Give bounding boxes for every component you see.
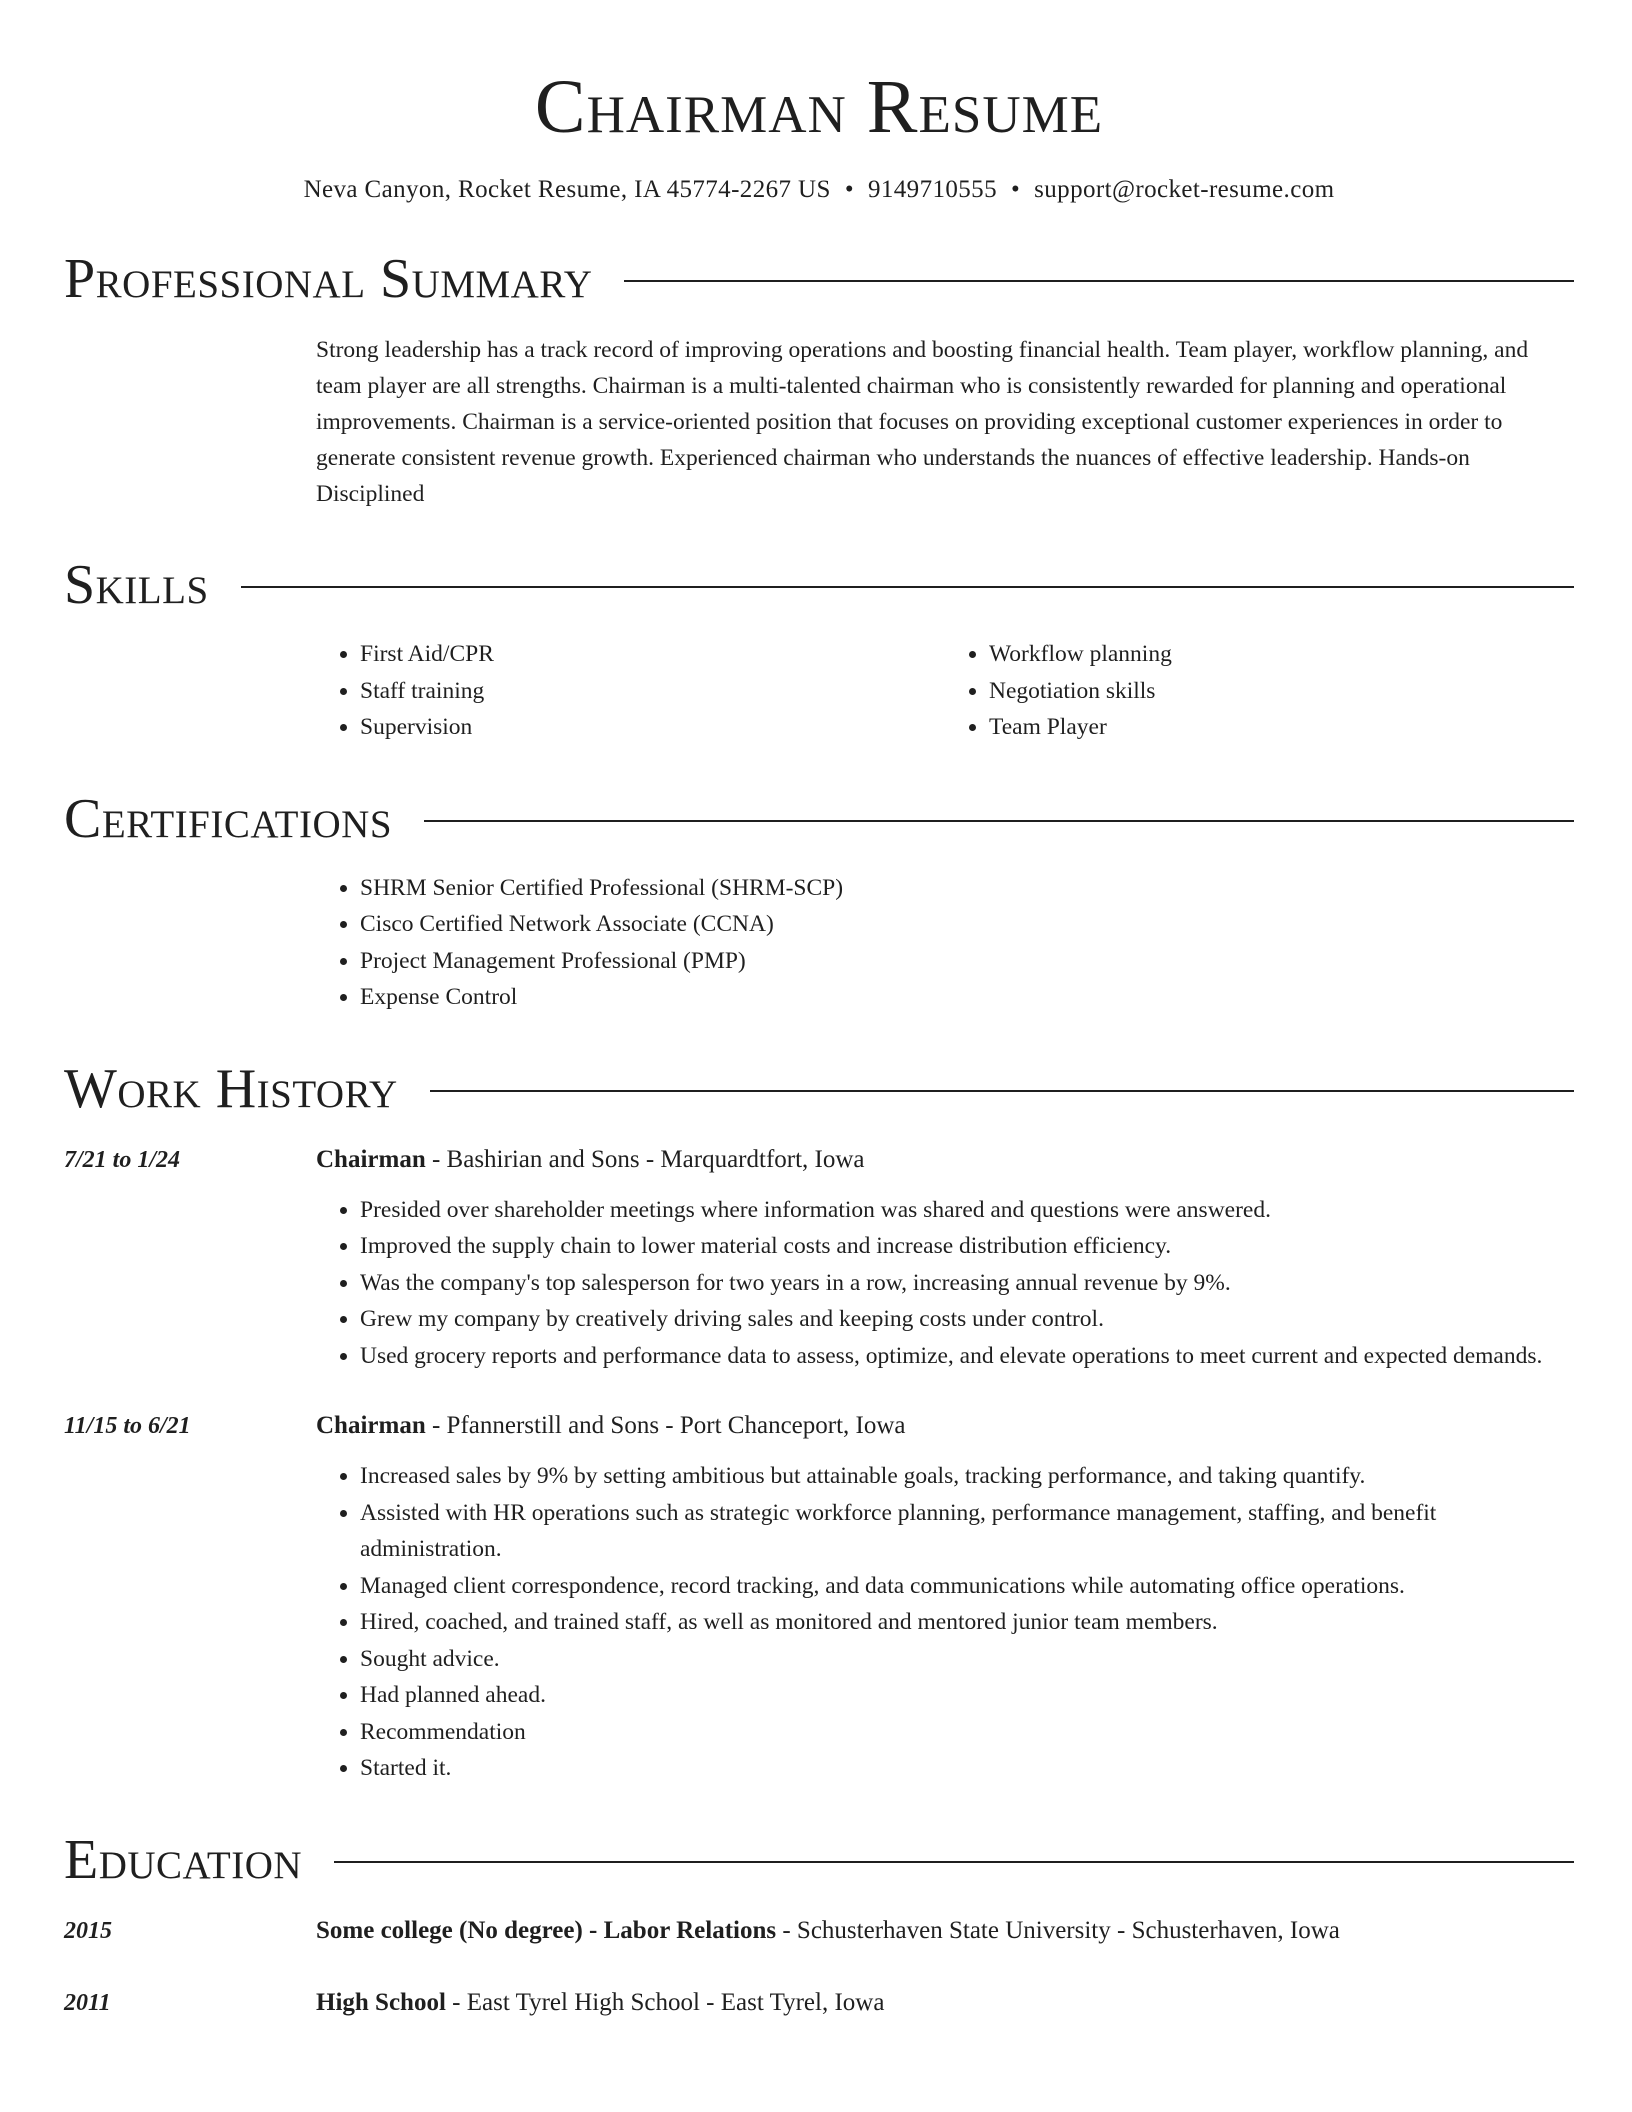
work-date: 7/21 to 1/24 bbox=[64, 1146, 181, 1173]
education-school: - East Tyrel High School - East Tyrel, Iowa bbox=[445, 1988, 885, 2016]
work-headline bbox=[316, 1408, 1574, 1444]
education-degree: High School bbox=[316, 1988, 446, 2016]
work-bullet: • Improved the supply chain to lower material costs and increase distribution efficiency. bbox=[360, 1228, 1574, 1265]
work-bullets bbox=[316, 1192, 1574, 1375]
skill-item: • Team Player bbox=[989, 709, 1574, 746]
section-divider bbox=[334, 1861, 1574, 1863]
work-entry bbox=[64, 1142, 1574, 1375]
work-bullet: • Used grocery reports and performance data to assess, optimize, and elevate operations to meet current and expected demands. bbox=[360, 1338, 1574, 1375]
section-divider bbox=[430, 1090, 1574, 1092]
contact-separator: • bbox=[1010, 176, 1021, 203]
section-divider bbox=[424, 820, 1574, 822]
section-divider bbox=[241, 586, 1574, 588]
work-entry bbox=[64, 1408, 1574, 1787]
skill-item: • First Aid/CPR bbox=[360, 636, 945, 673]
contact-phone: 9149710555 bbox=[867, 176, 997, 203]
job-title: Chairman bbox=[316, 1412, 426, 1439]
work-body bbox=[316, 1408, 1574, 1787]
certification-item: • Cisco Certified Network Associate (CCNA) bbox=[360, 906, 1574, 943]
certifications-section-header bbox=[64, 786, 1574, 852]
education-year: 2015 bbox=[64, 1917, 112, 1944]
work-bullet: • Presided over shareholder meetings where information was shared and questions were answered. bbox=[360, 1192, 1574, 1229]
education-headline bbox=[316, 1913, 1574, 1949]
work-bullet: • Assisted with HR operations such as strategic workforce planning, performance management, staffing, and benefit administration. bbox=[360, 1495, 1574, 1568]
work-bullet: • Recommendation bbox=[360, 1714, 1574, 1751]
certifications-bullets bbox=[316, 870, 1574, 1016]
summary-section-header bbox=[64, 246, 1574, 312]
work-heading: Work History bbox=[64, 1057, 398, 1120]
work-section-header bbox=[64, 1056, 1574, 1122]
certifications-heading: Certifications bbox=[64, 787, 393, 850]
work-date: 11/15 to 6/21 bbox=[64, 1413, 191, 1439]
work-bullet: • Managed client correspondence, record tracking, and data communications while automating office operations. bbox=[360, 1568, 1574, 1605]
job-employer: - Pfannerstill and Sons - Port Chanceport, Iowa bbox=[425, 1412, 906, 1439]
contact-email[interactable]: support@rocket-resume.com bbox=[1034, 176, 1335, 203]
skill-item: • Supervision bbox=[360, 709, 945, 746]
work-bullet: • Was the company's top salesperson for two years in a row, increasing annual revenue by 9%. bbox=[360, 1265, 1574, 1302]
work-headline bbox=[316, 1142, 1574, 1178]
contact-address: Neva Canyon, Rocket Resume, IA 45774-2267 US bbox=[303, 176, 831, 203]
skill-item: • Staff training bbox=[360, 673, 945, 710]
work-bullet: • Sought advice. bbox=[360, 1641, 1574, 1678]
job-employer: - Bashirian and Sons - Marquardtfort, Iowa bbox=[425, 1145, 865, 1173]
education-section-header bbox=[64, 1827, 1574, 1893]
work-bullet: • Grew my company by creatively driving sales and keeping costs under control. bbox=[360, 1301, 1574, 1338]
education-heading: Education bbox=[64, 1828, 303, 1891]
certification-item: • SHRM Senior Certified Professional (SHRM-SCP) bbox=[360, 870, 1574, 907]
work-bullets bbox=[316, 1458, 1574, 1787]
work-bullet: • Increased sales by 9% by setting ambitious but attainable goals, tracking performance, and taking quantify. bbox=[360, 1458, 1574, 1495]
work-bullet: • Had planned ahead. bbox=[360, 1677, 1574, 1714]
education-entry bbox=[64, 1985, 1574, 2021]
skill-item: • Workflow planning bbox=[989, 636, 1574, 673]
section-divider bbox=[624, 280, 1574, 282]
skills-column-left bbox=[316, 636, 945, 746]
summary-text: Strong leadership has a track record of improving operations and boosting financial health. Team player, workflow planning, and team player are all strengths. Chairman is a multi-talented chairman who is consistently rewarded for planning and operational improvements. Chairman is a service-oriented position that focuses on providing exceptional customer experiences in order to generate consistent revenue growth. Experienced chairman who understands the nuances of effective leadership. Hands-on Disciplined bbox=[316, 337, 1529, 507]
certification-item: • Project Management Professional (PMP) bbox=[360, 943, 1574, 980]
resume-page bbox=[64, 0, 1574, 2021]
skills-section-header bbox=[64, 552, 1574, 618]
certifications-list bbox=[316, 870, 1574, 1016]
certification-item: • Expense Control bbox=[360, 979, 1574, 1016]
skills-list bbox=[316, 636, 1574, 746]
work-bullet: • Hired, coached, and trained staff, as well as monitored and mentored junior team members. bbox=[360, 1604, 1574, 1641]
resume-title: Chairman Resume bbox=[534, 65, 1104, 149]
education-entry bbox=[64, 1913, 1574, 1949]
education-degree: Some college (No degree) - Labor Relations bbox=[316, 1916, 777, 1944]
contact-separator: • bbox=[844, 176, 854, 203]
education-year: 2011 bbox=[64, 1989, 111, 2016]
work-bullet: • Started it. bbox=[360, 1750, 1574, 1787]
summary-heading: Professional Summary bbox=[64, 248, 593, 310]
skills-column-right bbox=[945, 636, 1574, 746]
skill-item: • Negotiation skills bbox=[989, 673, 1574, 710]
contact-line bbox=[64, 174, 1574, 206]
education-headline bbox=[316, 1985, 1574, 2021]
work-body bbox=[316, 1142, 1574, 1375]
education-school: - Schusterhaven State University - Schusterhaven, Iowa bbox=[776, 1916, 1340, 1944]
skills-heading: Skills bbox=[64, 554, 209, 616]
job-title: Chairman bbox=[316, 1145, 426, 1173]
